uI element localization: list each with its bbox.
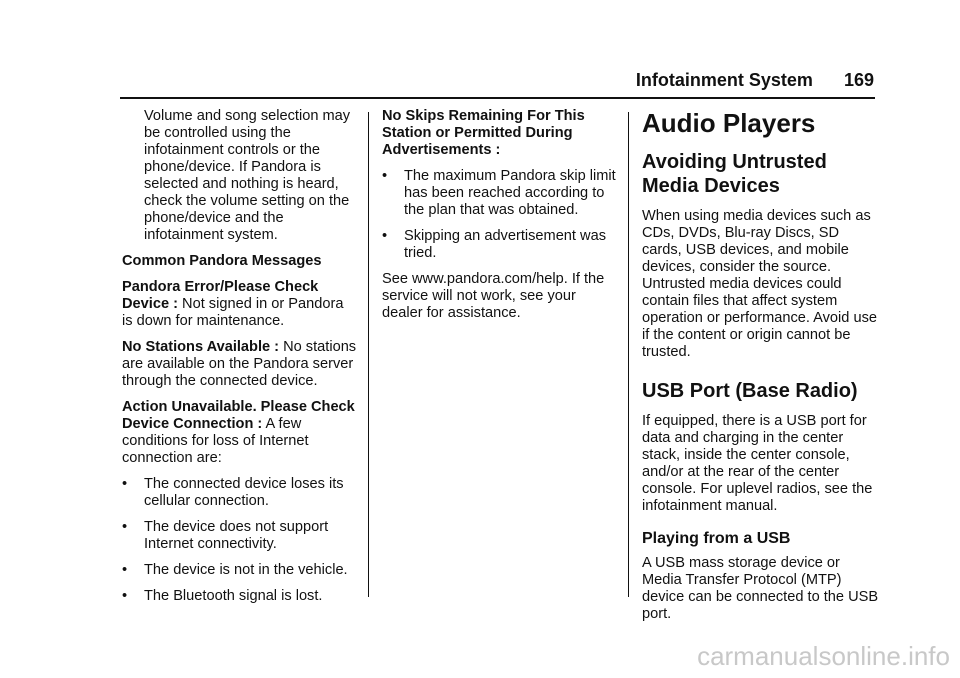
watermark: carmanualsonline.info: [697, 641, 950, 671]
bullet-icon: •: [382, 168, 388, 184]
page-number: 169: [843, 70, 874, 90]
list-item: [122, 588, 358, 605]
bullet-icon: •: [122, 476, 128, 492]
list-item-text: The connected device loses its cellular connection.: [144, 476, 344, 509]
message-term: Pandora Error/Please Check Device :: [122, 279, 319, 312]
list-item-text: The maximum Pandora skip limit has been reached according to the plan that was obtained.: [404, 168, 616, 218]
column-middle: [382, 108, 620, 331]
subsection-heading: USB Port (Base Radio): [642, 380, 858, 402]
header-rule: [120, 97, 875, 99]
section-heading: Audio Players: [642, 108, 816, 138]
column-right: [642, 108, 880, 632]
message-entry: [122, 339, 358, 390]
bullet-icon: •: [122, 588, 128, 604]
message-text: Not signed in or Pandora is down for maintenance.: [122, 296, 344, 329]
column-left: [122, 108, 358, 614]
body-paragraph: A USB mass storage device or Media Transfer Protocol (MTP) device can be connected to the USB port.: [642, 555, 879, 622]
list-item: [122, 519, 358, 553]
body-paragraph: When using media devices such as CDs, DVDs, Blu-ray Discs, SD cards, USB devices, and mobile devices, consider the source. Untrusted media devices could contain files that affect system operation or performance. Avoid use if the content or origin cannot be trusted.: [642, 208, 877, 360]
list-item-text: Skipping an advertisement was tried.: [404, 228, 606, 261]
body-paragraph: If equipped, there is a USB port for data and charging in the center stack, inside the center console, and/or at the rear of the center console. For uplevel radios, see the infotainment manual.: [642, 413, 873, 514]
list-item-text: The Bluetooth signal is lost.: [144, 588, 323, 604]
list-item-text: The device is not in the vehicle.: [144, 562, 348, 578]
list-item: [382, 228, 620, 262]
section-title: Infotainment System: [635, 70, 813, 90]
running-header: [636, 70, 874, 91]
bullet-icon: •: [122, 562, 128, 578]
bullet-icon: •: [382, 228, 388, 244]
list-item: [122, 476, 358, 510]
list-item-text: The device does not support Internet connectivity.: [144, 519, 329, 552]
message-term: No Skips Remaining For This Station or Permitted During Advertisements :: [382, 108, 585, 158]
help-paragraph: See www.pandora.com/help. If the service will not work, see your dealer for assistance.: [382, 271, 605, 321]
message-term: No Stations Available :: [122, 339, 280, 355]
messages-heading: Common Pandora Messages: [122, 253, 322, 269]
column-divider: [368, 112, 369, 597]
list-item: [382, 168, 620, 219]
bullet-icon: •: [122, 519, 128, 535]
subsection-heading: Avoiding Untrusted Media Devices: [642, 151, 827, 197]
message-entry: [122, 399, 358, 467]
message-text: A few conditions for loss of Internet connection are:: [122, 416, 309, 466]
minor-heading: Playing from a USB: [642, 530, 791, 547]
column-divider: [628, 112, 629, 597]
continued-paragraph: Volume and song selection may be controlled using the infotainment controls or the phone/device. If Pandora is selected and nothing is heard, check the volume setting on the phone/device and the infotainment system.: [144, 108, 351, 243]
message-entry: [122, 279, 358, 330]
message-term: Action Unavailable. Please Check Device Connection :: [122, 399, 355, 432]
list-item: [122, 562, 358, 579]
message-text: No stations are available on the Pandora server through the connected device.: [122, 339, 357, 389]
